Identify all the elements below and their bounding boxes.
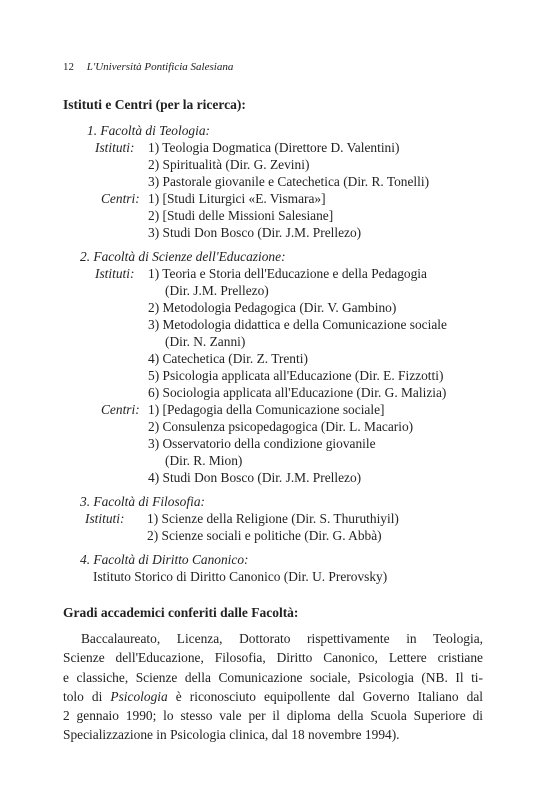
faculty-2-istituto-1: 1) Teoria e Storia dell'Educazione e della Pedagogia (148, 266, 427, 281)
faculty-2-istituto-4: 4) Catechetica (Dir. Z. Trenti) (148, 351, 308, 366)
faculty-2-istituto-2: 2) Metodologia Pedagogica (Dir. V. Gambino) (148, 300, 397, 315)
faculty-1-istituti-label: Istituti: (95, 140, 135, 155)
faculty-2-istituto-5: 5) Psicologia applicata all'Educazione (Dir. E. Fizzotti) (148, 368, 444, 383)
gradi-paragraph (63, 629, 483, 745)
running-title: L'Università Pontificia Salesiana (86, 61, 234, 73)
section-title-istituti: Istituti e Centri (per la ricerca): (63, 97, 246, 112)
faculty-1-centro-1: 1) [Studi Liturgici «E. Vismara»] (148, 191, 326, 206)
faculty-2-istituti-label: Istituti: (95, 266, 135, 281)
paragraph-line-4-b: è riconosciuto equipollente dal Governo Italiano dal (167, 688, 483, 704)
running-header (63, 61, 233, 73)
faculty-2-centro-4: 4) Studi Don Bosco (Dir. J.M. Prellezo) (148, 470, 362, 485)
paragraph-line-4-italic: Psicologia (110, 688, 168, 704)
section-title-gradi: Gradi accademici conferiti dalle Facoltà: (63, 605, 299, 620)
paragraph-line-2: Scienze dell'Educazione, Filosofia, Diritto Canonico, Lettere cristiane (63, 650, 483, 666)
faculty-4-istituto: Istituto Storico di Diritto Canonico (Dir. U. Prerovsky) (93, 569, 388, 584)
faculty-3-istituto-2: 2) Scienze sociali e politiche (Dir. G. Abbà) (147, 528, 382, 543)
faculty-2-istituto-3-cont: (Dir. N. Zanni) (165, 334, 246, 349)
faculty-2-centro-3: 3) Osservatorio della condizione giovanile (148, 436, 376, 451)
paragraph-line-1: Baccalaureato, Licenza, Dottorato rispettivamente in Teologia, (81, 631, 483, 646)
faculty-2-istituto-6: 6) Sociologia applicata all'Educazione (Dir. G. Malizia) (148, 385, 447, 400)
faculty-2-centri-label: Centri: (101, 402, 140, 417)
paragraph-line-5: 2 gennaio 1990; lo stesso vale per il diploma della Scuola Superiore di (63, 708, 483, 724)
page-number: 12 (63, 61, 74, 73)
faculty-1-title: 1. Facoltà di Teologia: (87, 123, 210, 138)
faculty-1-istituto-1: 1) Teologia Dogmatica (Direttore D. Valentini) (148, 140, 400, 155)
faculty-1-centro-3: 3) Studi Don Bosco (Dir. J.M. Prellezo) (148, 225, 362, 240)
faculty-2-centro-2: 2) Consulenza psicopedagogica (Dir. L. Macario) (148, 419, 414, 434)
paragraph-line-6: Specializzazione in Psicologia clinica, dal 18 novembre 1994). (63, 727, 400, 743)
faculty-2-istituto-1-cont: (Dir. J.M. Prellezo) (165, 283, 269, 298)
faculty-2-istituto-3: 3) Metodologia didattica e della Comunicazione sociale (148, 317, 447, 332)
faculty-4-title: 4. Facoltà di Diritto Canonico: (80, 552, 249, 567)
faculty-3-istituto-1: 1) Scienze della Religione (Dir. S. Thuruthiyil) (147, 511, 399, 526)
faculty-1-centro-2: 2) [Studi delle Missioni Salesiane] (148, 208, 334, 223)
faculty-1-istituto-3: 3) Pastorale giovanile e Catechetica (Dir. R. Tonelli) (148, 174, 430, 189)
faculty-1-istituto-2: 2) Spiritualità (Dir. G. Zevini) (148, 157, 310, 172)
faculty-3-title: 3. Facoltà di Filosofia: (80, 494, 205, 509)
faculty-2-title: 2. Facoltà di Scienze dell'Educazione: (80, 249, 286, 264)
faculty-2-centro-3-cont: (Dir. R. Mion) (165, 453, 243, 468)
faculty-1-centri-label: Centri: (101, 191, 140, 206)
faculty-2-centro-1: 1) [Pedagogia della Comunicazione sociale] (148, 402, 385, 417)
paragraph-line-4-a: tolo di (63, 688, 111, 704)
paragraph-line-4 (63, 687, 483, 706)
faculty-3-istituti-label: Istituti: (85, 511, 125, 526)
paragraph-line-3: e classiche, Scienze della Comunicazione sociale, Psicologia (NB. Il ti- (63, 669, 483, 685)
